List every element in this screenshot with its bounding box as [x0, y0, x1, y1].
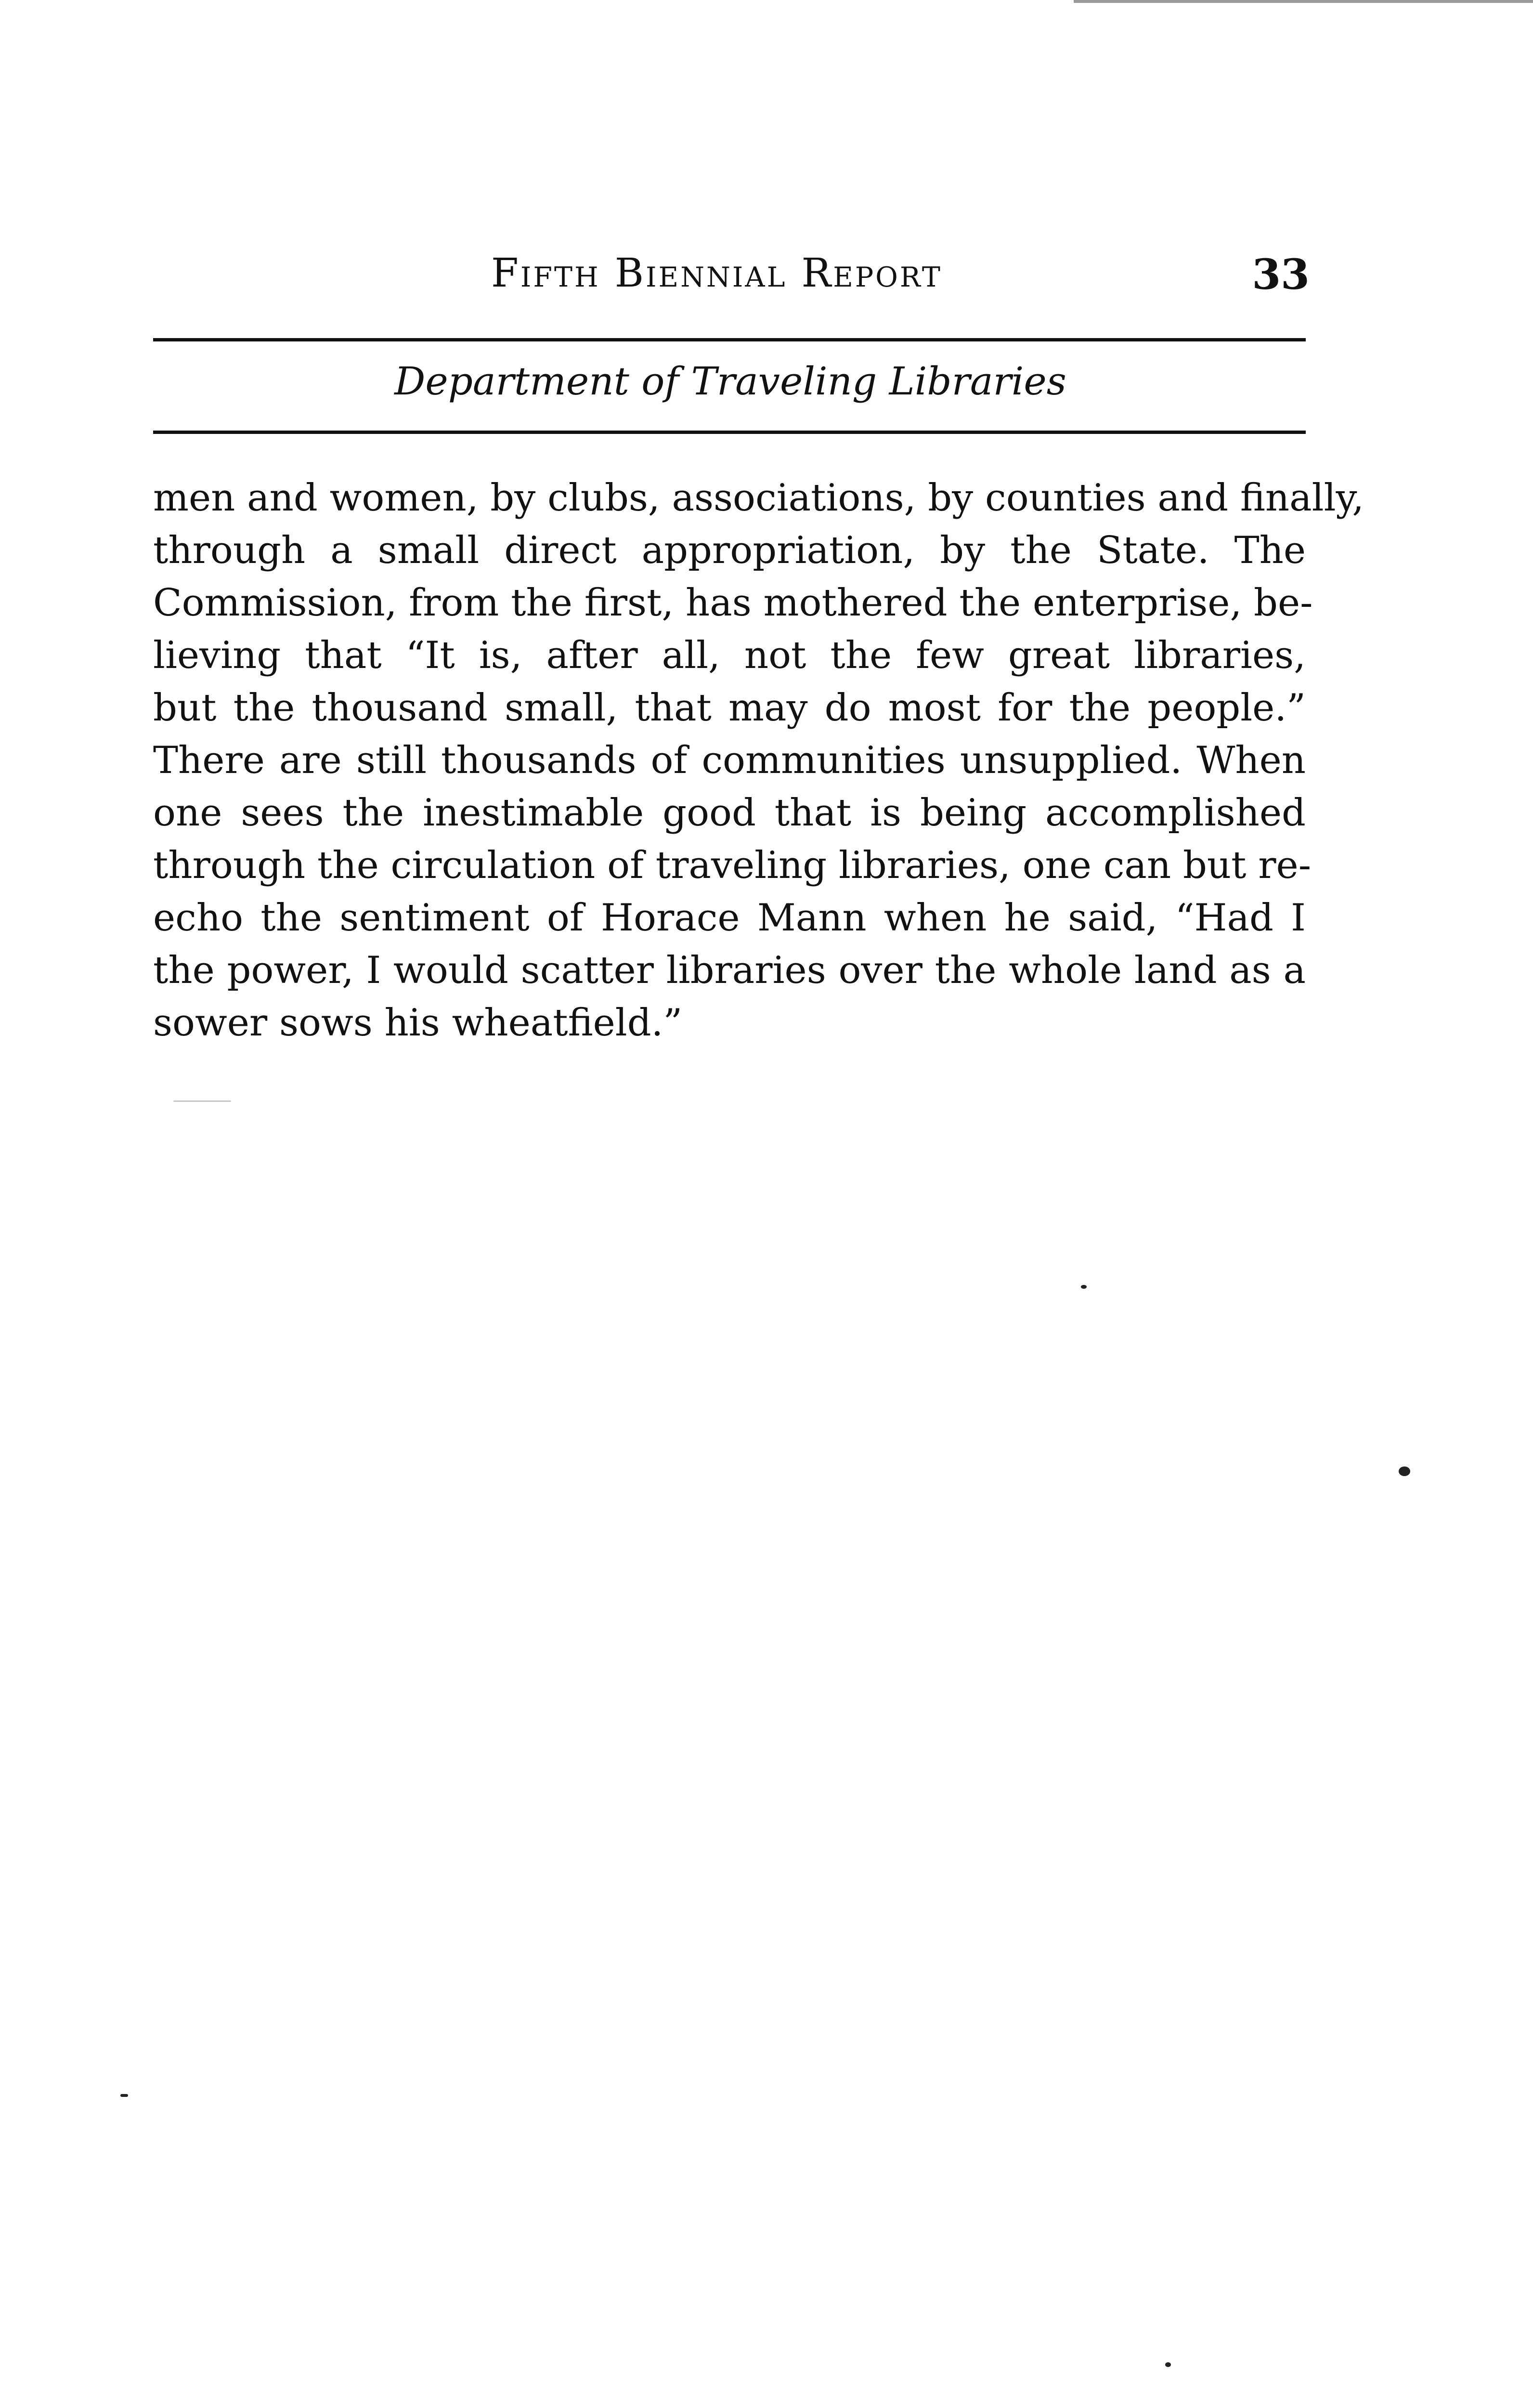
- text-line: men and women, by clubs, associations, by counties and finally,: [153, 476, 1364, 520]
- scan-speck: [173, 1100, 231, 1102]
- section-title: Department of Traveling Libraries: [394, 359, 1066, 404]
- text-line: but the thousand small, that may do most for the people.”: [153, 686, 1306, 730]
- scan-speck: [120, 2094, 128, 2097]
- page-edge-mark: [1074, 0, 1533, 3]
- text-line: through the circulation of traveling libraries, one can but re-: [153, 844, 1312, 887]
- text-line: one sees the inestimable good that is being accomplished: [153, 791, 1306, 835]
- text-line: There are still thousands of communities unsupplied. When: [153, 739, 1306, 782]
- text-line: Commission, from the first, has mothered the enterprise, be-: [153, 581, 1313, 625]
- scan-speck: [1399, 1466, 1410, 1476]
- text-line: sower sows his wheatfield.”: [153, 1001, 683, 1045]
- text-line: the power, I would scatter libraries over the whole land as a: [153, 949, 1306, 992]
- header-rule-top: [153, 338, 1306, 341]
- text-line: through a small direct appropriation, by the State. The: [153, 529, 1306, 572]
- text-line: echo the sentiment of Horace Mann when he said, “Had I: [153, 896, 1306, 940]
- body-paragraph: [153, 472, 1364, 1049]
- running-head: [154, 250, 1310, 308]
- text-line: lieving that “It is, after all, not the few great libraries,: [153, 634, 1306, 677]
- scan-speck: [1081, 1285, 1087, 1289]
- running-title: Fifth Biennial Report: [491, 250, 942, 296]
- page-number: 33: [1252, 250, 1310, 299]
- scan-speck: [1165, 2362, 1171, 2367]
- header-rule-bottom: [153, 431, 1306, 434]
